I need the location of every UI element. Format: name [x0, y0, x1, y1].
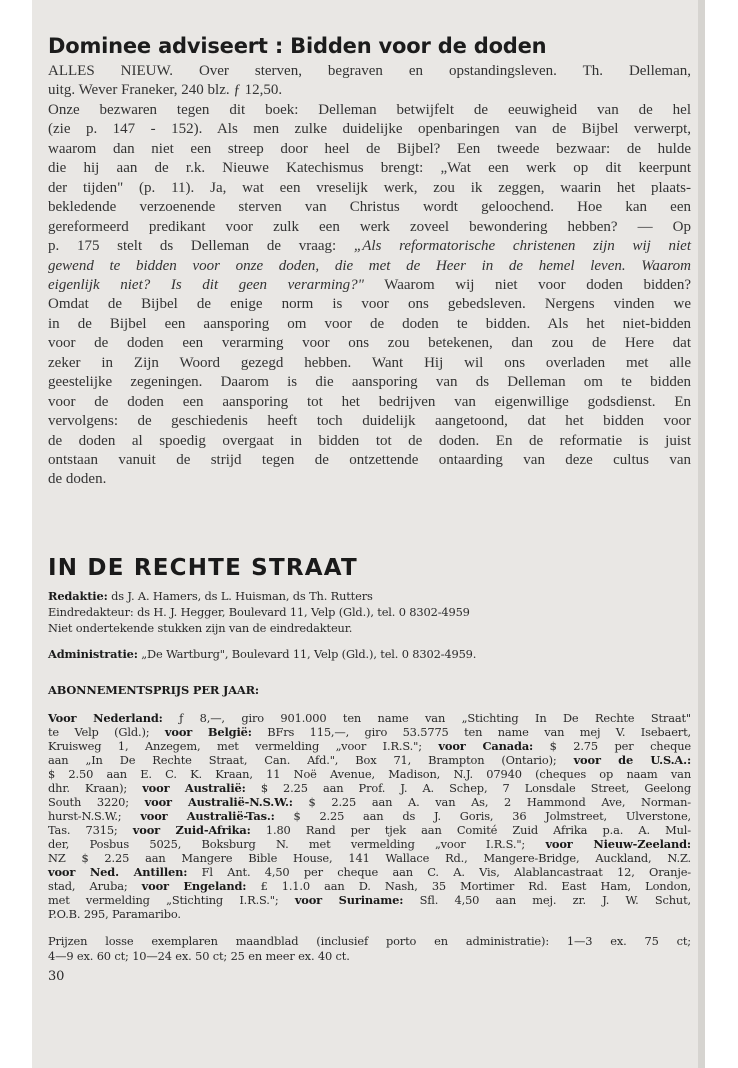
text-segment: vervolgens: de geschiedenis heeft toch duidelijk aangetoond, dat het bidden voor [48, 413, 691, 430]
bold-label: ABONNEMENTSPRIJS PER JAAR: [48, 683, 259, 697]
article-line [48, 101, 691, 120]
text-segment: Sfl. 4,50 aan mej. zr. J. W. Schut, [403, 893, 691, 907]
prices-line [48, 949, 691, 963]
text-segment: Fl Ant. 4,50 per cheque aan C. A. Vis, Alablancastraat 12, Oranje- [187, 865, 691, 879]
bold-label: Redaktie: [48, 589, 108, 603]
text-segment: die hij aan de r.k. Nieuwe Katechismus brengt: „Wat een werk op dit keerpunt [48, 160, 691, 177]
text-segment: p. 175 stelt ds Delleman de vraag: [48, 238, 354, 255]
text-segment: uitg. Wever Franeker, 240 blz. ƒ 12,50. [48, 82, 283, 99]
text-segment: aan „In De Rechte Straat, Can. Afd.", Box 71, Brampton (Ontario); [48, 753, 574, 767]
text-segment: der tijden" (p. 11). Ja, wat een vreselijk werk, zou ik zeggen, waarin het plaats- [48, 179, 691, 196]
article-line [48, 451, 691, 470]
text-segment: bekledende verzoenende sterven van Christus wordt geloochend. Hoe kan een [48, 199, 691, 216]
text-segment: South 3220; [48, 795, 145, 809]
text-segment: 1.80 Rand per tjek aan Comité Zuid Afrika p.a. A. Mul- [250, 823, 691, 837]
article-line [48, 393, 691, 412]
article-line [48, 120, 691, 139]
text-segment: waarom dan niet een streep door heel de Bijbel? Een tweede bezwaar: de hulde [48, 140, 691, 157]
italic-quote: „Als reformatorische christenen zijn wij niet [353, 238, 691, 255]
subscription-line [48, 725, 691, 739]
article-line [48, 140, 691, 159]
italic-quote: gewend te bidden voor onze doden, die met de Heer in de hemel leven. Waarom [48, 257, 691, 274]
subscription-line [48, 753, 691, 767]
text-segment: Omdat de Bijbel de enige norm is voor ons gebedsleven. Nergens vinden we [48, 296, 691, 313]
article-line [48, 334, 691, 353]
text-segment: stad, Aruba; [48, 879, 142, 893]
text-segment: voor de doden een aansporing tot het bedrijven van eigenwillige godsdienst. En [48, 393, 691, 410]
subscription-line [48, 823, 691, 837]
text-segment: zeker in Zijn Woord gezegd hebben. Want Hij wil ons overladen met alle [48, 354, 691, 371]
page-number: 30 [48, 969, 65, 984]
text-segment: (zie p. 147 - 152). Als men zulke duidelijke openbaringen van de Bijbel verwerpt, [48, 121, 691, 138]
text-segment: Waarom wij niet voor doden bidden? [363, 276, 691, 293]
text-segment: geestelijke zegeningen. Daarom is die aansporing van ds Delleman om te bidden [48, 374, 691, 391]
article-line [48, 354, 691, 373]
subscription-line [48, 879, 691, 893]
article-line [48, 159, 691, 178]
bold-label: voor Suriname: [294, 893, 404, 907]
text-segment: $ 2.25 aan Prof. J. A. Schep, 7 Lonsdale Street, Geelong [245, 781, 692, 795]
text-segment: Tas. 7315; [48, 823, 133, 837]
text-segment: hurst-N.S.W.; [48, 809, 141, 823]
article-line [48, 198, 691, 217]
bold-label: voor Canada: [438, 739, 534, 753]
prices-line [48, 934, 691, 948]
article-line [48, 218, 691, 237]
text-segment: Prijzen losse exemplaren maandblad (inclusief porto en administratie): 1—3 ex. 75 ct; [48, 934, 691, 948]
colophon-line [48, 683, 691, 697]
text-segment: BFrs 115,—, giro 53.5775 ten name van mej V. Isebaert, [251, 725, 691, 739]
article-line [48, 470, 691, 489]
subscription-line [48, 809, 691, 823]
article-line [48, 257, 691, 276]
article-line [48, 315, 691, 334]
article-line [48, 373, 691, 392]
text-segment: $ 2.25 aan A. van As, 2 Hammond Ave, Norman- [292, 795, 691, 809]
page-edge [698, 0, 705, 1068]
article-line [48, 81, 691, 100]
text-segment: voor de doden een verarming voor ons zou betekenen, dan zou de Here dat [48, 335, 691, 352]
subscription-line [48, 767, 691, 781]
text-segment: in de Bijbel een aansporing om voor de doden te bidden. Als het niet-bidden [48, 315, 691, 332]
subscription-line [48, 837, 691, 851]
subscription-line [48, 739, 691, 753]
text-segment: dhr. Kraan); [48, 781, 143, 795]
bold-label: voor Australië-Tas.: [140, 809, 275, 823]
bold-label: voor de U.S.A.: [573, 753, 691, 767]
text-segment: Eindredakteur: ds H. J. Hegger, Boulevard 11, Velp (Gld.), tel. 0 8302-4959 [48, 605, 470, 619]
italic-quote: eigenlijk niet? Is dit geen verarming?" [48, 276, 364, 293]
colophon-title: IN DE RECHTE STRAAT [48, 555, 358, 581]
article-line [48, 237, 691, 256]
article-line [48, 179, 691, 198]
bold-label: voor Engeland: [141, 879, 247, 893]
colophon-line [48, 589, 691, 603]
text-segment: „De Wartburg", Boulevard 11, Velp (Gld.), tel. 0 8302-4959. [137, 647, 477, 661]
text-segment: der, Posbus 5025, Boksburg N. met vermelding „voor I.R.S."; [48, 837, 546, 851]
text-segment: 4—9 ex. 60 ct; 10—24 ex. 50 ct; 25 en meer ex. 40 ct. [48, 949, 350, 963]
text-segment: ALLES NIEUW. Over sterven, begraven en opstandingsleven. Th. Delleman, [48, 63, 691, 79]
colophon-line [48, 605, 691, 619]
text-segment: ƒ 8,—, giro 901.000 ten name van „Stichting In De Rechte Straat" [162, 711, 692, 725]
subscription-line [48, 781, 691, 795]
text-segment: £ 1.1.0 aan D. Nash, 35 Mortimer Rd. East Ham, London, [246, 879, 691, 893]
text-segment: Niet ondertekende stukken zijn van de eindredakteur. [48, 621, 353, 635]
bold-label: voor Australië-N.S.W.: [144, 795, 293, 809]
bold-label: voor Zuid-Afrika: [132, 823, 251, 837]
text-segment: de doden. [48, 471, 107, 488]
text-segment: $ 2.25 aan ds J. Goris, 36 Jolmstreet, Ulverstone, [274, 809, 692, 823]
article-line [48, 62, 691, 81]
text-segment: $ 2.75 per cheque [533, 739, 691, 753]
text-segment: gereformeerd predikant voor zulk een werk zoveel bewondering hebben? — Op [48, 218, 691, 235]
text-segment: de doden al spoedig overgaat in bidden tot de doden. En de reformatie is juist [48, 432, 691, 449]
colophon-line [48, 647, 691, 661]
article-line [48, 276, 691, 295]
bold-label: voor Australië: [142, 781, 246, 795]
text-segment: NZ $ 2.25 aan Mangere Bible House, 141 Wallace Rd., Mangere-Bridge, Auckland, N.Z. [48, 851, 691, 865]
subscription-line [48, 795, 691, 809]
text-segment: ds J. A. Hamers, ds L. Huisman, ds Th. Rutters [107, 589, 373, 603]
bold-label: Voor Nederland: [48, 711, 163, 725]
subscription-line [48, 865, 691, 879]
article-line [48, 295, 691, 314]
bold-label: voor Nieuw-Zeeland: [545, 837, 691, 851]
bold-label: Administratie: [48, 647, 138, 661]
text-segment: met vermelding „Stichting I.R.S."; [48, 893, 295, 907]
article-line [48, 432, 691, 451]
colophon-line [48, 621, 691, 635]
text-segment: Onze bezwaren tegen dit boek: Delleman betwijfelt de eeuwigheid van de hel [48, 101, 691, 118]
bold-label: voor Ned. Antillen: [48, 865, 188, 879]
bold-label: voor België: [164, 725, 252, 739]
text-segment: te Velp (Gld.); [48, 725, 165, 739]
subscription-line [48, 893, 691, 907]
article-title: Dominee adviseert : Bidden voor de doden [48, 34, 547, 58]
text-segment: ontstaan vanuit de strijd tegen de ontzettende ontaarding van deze cultus van [48, 452, 691, 468]
subscription-line [48, 851, 691, 865]
text-segment: P.O.B. 295, Paramaribo. [48, 907, 181, 921]
subscription-line [48, 711, 691, 725]
article-line [48, 412, 691, 431]
subscription-line [48, 907, 691, 921]
text-segment: Kruisweg 1, Anzegem, met vermelding „voor I.R.S."; [48, 739, 439, 753]
text-segment: $ 2.50 aan E. C. K. Kraan, 11 Noë Avenue, Madison, N.J. 07940 (cheques op naam van [48, 767, 691, 781]
